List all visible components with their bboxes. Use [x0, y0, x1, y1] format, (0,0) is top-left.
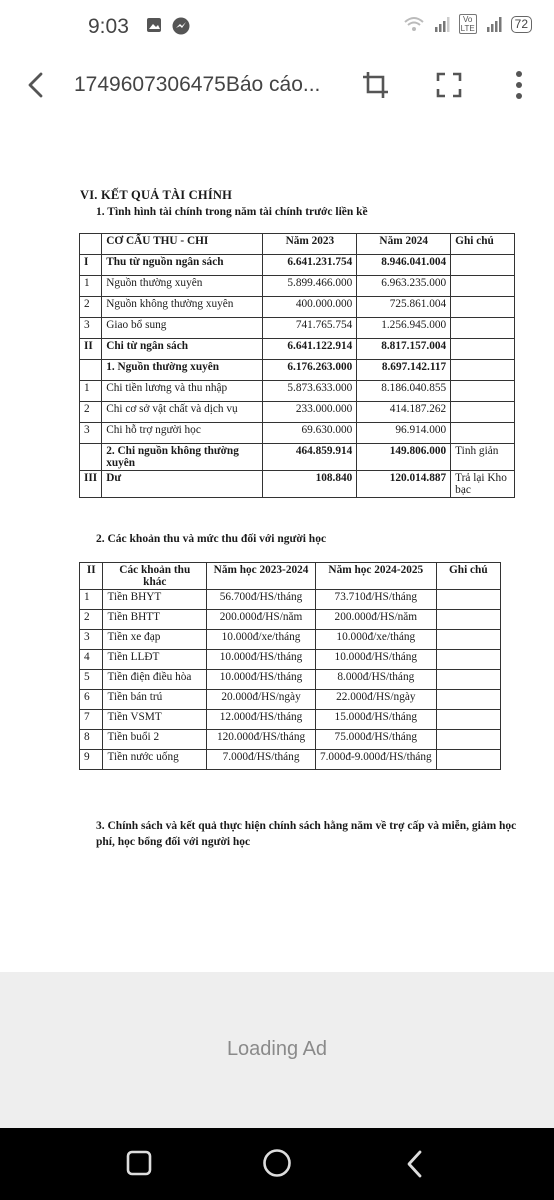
cell: 6: [80, 690, 103, 710]
cell: 69.630.000: [263, 423, 357, 444]
finance-table: [79, 233, 515, 498]
cell: 7.000đ-9.000đ/HS/tháng: [315, 750, 436, 770]
cell: [451, 276, 515, 297]
subsection-3-title: 3. Chính sách và kết quả thực hiện chính sách hằng năm về trợ cấp và miễn, giảm học phí, học bổng đối với người học: [96, 820, 517, 848]
cell: 3: [80, 318, 102, 339]
cell: [451, 255, 515, 276]
cell: [451, 381, 515, 402]
table-row: [80, 750, 501, 770]
cell: 8: [80, 730, 103, 750]
cell: 10.000đ/HS/tháng: [315, 650, 436, 670]
subsection-1-title: 1. Tình hình tài chính trong năm tài chính trước liền kề: [96, 206, 368, 218]
cell: 56.700đ/HS/tháng: [207, 590, 316, 610]
cell: II: [80, 339, 102, 360]
cell: 120.014.887: [357, 471, 451, 498]
cell: 464.859.914: [263, 444, 357, 471]
table-row: [80, 255, 515, 276]
table-row: [80, 650, 501, 670]
cell: 1. Nguồn thường xuyên: [102, 360, 263, 381]
cell: 200.000đ/HS/năm: [315, 610, 436, 630]
gallery-icon: [146, 17, 162, 33]
signal-icon: [433, 15, 451, 33]
cell: 7: [80, 710, 103, 730]
table-row: [80, 276, 515, 297]
recent-apps-icon[interactable]: [126, 1150, 152, 1176]
cell: Tiền BHTT: [103, 610, 207, 630]
col-header: Năm học 2023-2024: [207, 563, 316, 590]
cell: 400.000.000: [263, 297, 357, 318]
cell: 10.000đ/xe/tháng: [315, 630, 436, 650]
cell: Chi cơ sở vật chất và dịch vụ: [102, 402, 263, 423]
cell: 5.873.633.000: [263, 381, 357, 402]
ad-loading-text: Loading Ad: [226, 1038, 328, 1060]
cell: [451, 318, 515, 339]
table-row: [80, 730, 501, 750]
cell: 3: [80, 630, 103, 650]
cell: Thu từ nguồn ngân sách: [102, 255, 263, 276]
cell: 75.000đ/HS/tháng: [315, 730, 436, 750]
cell: [451, 360, 515, 381]
cell: 108.840: [263, 471, 357, 498]
cell: I: [80, 255, 102, 276]
cell: Tiền xe đạp: [103, 630, 207, 650]
fees-table: [79, 562, 501, 770]
cell: 741.765.754: [263, 318, 357, 339]
cell: 10.000đ/HS/tháng: [207, 670, 316, 690]
cell: 15.000đ/HS/tháng: [315, 710, 436, 730]
network-label: Vo LTE: [460, 15, 475, 33]
battery-level: 72: [514, 16, 528, 31]
cell: Tiền nước uống: [103, 750, 207, 770]
cell: [451, 423, 515, 444]
table-row: [80, 402, 515, 423]
cell: Tiền BHYT: [103, 590, 207, 610]
table-header-row: [80, 234, 515, 255]
messenger-icon: [172, 17, 190, 35]
ad-banner[interactable]: [0, 972, 554, 1128]
cell: [436, 730, 500, 750]
cell: Nguồn thường xuyên: [102, 276, 263, 297]
cell: Tiền điện điều hòa: [103, 670, 207, 690]
cell: Chi từ ngân sách: [102, 339, 263, 360]
cell: Tiền VSMT: [103, 710, 207, 730]
signal-icon-2: [485, 15, 503, 33]
more-options-icon[interactable]: [514, 70, 524, 100]
table-row: [80, 423, 515, 444]
table-row: [80, 444, 515, 471]
navigation-bar: [0, 1128, 554, 1200]
col-header: Ghi chú: [436, 563, 500, 590]
table-row: [80, 360, 515, 381]
cell: 22.000đ/HS/ngày: [315, 690, 436, 710]
cell: 8.946.041.004: [357, 255, 451, 276]
cell: 10.000đ/xe/tháng: [207, 630, 316, 650]
cell: 120.000đ/HS/tháng: [207, 730, 316, 750]
table-row: [80, 710, 501, 730]
cell: Tinh giản: [451, 444, 515, 471]
table-header-row: [80, 563, 501, 590]
battery-icon: [511, 16, 532, 33]
cell: Giao bổ sung: [102, 318, 263, 339]
cell: 2: [80, 402, 102, 423]
col-header: Năm 2023: [263, 234, 357, 255]
cell: [80, 360, 102, 381]
table-row: [80, 297, 515, 318]
table-row: [80, 690, 501, 710]
status-right: [403, 14, 532, 34]
cell: 12.000đ/HS/tháng: [207, 710, 316, 730]
table-row: [80, 318, 515, 339]
cell: 200.000đ/HS/năm: [207, 610, 316, 630]
cell: 73.710đ/HS/tháng: [315, 590, 436, 610]
col-header: CƠ CẤU THU - CHI: [102, 234, 263, 255]
app-bar: [0, 58, 554, 114]
section-title: VI. KẾT QUẢ TÀI CHÍNH: [80, 188, 233, 202]
cell: Chi hỗ trợ người học: [102, 423, 263, 444]
cell: [436, 710, 500, 730]
cell: [436, 610, 500, 630]
cell: [436, 590, 500, 610]
cell: Nguồn không thường xuyên: [102, 297, 263, 318]
cell: Dư: [102, 471, 263, 498]
table-row: [80, 670, 501, 690]
cell: 20.000đ/HS/ngày: [207, 690, 316, 710]
cell: Trả lại Kho bạc: [451, 471, 515, 498]
cell: 1: [80, 381, 102, 402]
col-header: Năm học 2024-2025: [315, 563, 436, 590]
col-header: Các khoản thu khác: [103, 563, 207, 590]
cell: 5.899.466.000: [263, 276, 357, 297]
cell: 5: [80, 670, 103, 690]
cell: [436, 670, 500, 690]
cell: [436, 690, 500, 710]
table-row: [80, 630, 501, 650]
cell: 10.000đ/HS/tháng: [207, 650, 316, 670]
cell: [451, 339, 515, 360]
cell: 2. Chi nguồn không thường xuyên: [102, 444, 263, 471]
cell: 6.176.263.000: [263, 360, 357, 381]
cell: 8.817.157.004: [357, 339, 451, 360]
col-header: II: [80, 563, 103, 590]
table-row: [80, 381, 515, 402]
cell: 414.187.262: [357, 402, 451, 423]
cell: 1: [80, 276, 102, 297]
cell: III: [80, 471, 102, 498]
status-time: 9:03: [88, 15, 129, 38]
cell: [436, 750, 500, 770]
cell: 2: [80, 297, 102, 318]
cell: 7.000đ/HS/tháng: [207, 750, 316, 770]
cell: 1: [80, 590, 103, 610]
col-header: [80, 234, 102, 255]
home-icon[interactable]: [262, 1148, 292, 1178]
cell: 233.000.000: [263, 402, 357, 423]
nav-back-icon[interactable]: [404, 1150, 426, 1178]
cell: 4: [80, 650, 103, 670]
fullscreen-icon[interactable]: [436, 72, 462, 98]
cell: Tiền buổi 2: [103, 730, 207, 750]
cell: 2: [80, 610, 103, 630]
cell: [436, 650, 500, 670]
cell: 6.641.231.754: [263, 255, 357, 276]
status-bar: [0, 0, 554, 56]
cell: [451, 402, 515, 423]
crop-icon[interactable]: [362, 70, 390, 100]
wifi-icon: [403, 15, 425, 33]
cell: 149.806.000: [357, 444, 451, 471]
cell: Tiền bán trú: [103, 690, 207, 710]
cell: 6.641.122.914: [263, 339, 357, 360]
cell: Chi tiền lương và thu nhập: [102, 381, 263, 402]
subsection-2-title: 2. Các khoản thu và mức thu đối với người học: [96, 533, 327, 545]
cell: 1.256.945.000: [357, 318, 451, 339]
table-row: [80, 610, 501, 630]
cell: 6.963.235.000: [357, 276, 451, 297]
document-title: 1749607306475Báo cáo...: [74, 73, 321, 96]
cell: 8.186.040.855: [357, 381, 451, 402]
col-header: Ghi chú: [451, 234, 515, 255]
cell: 725.861.004: [357, 297, 451, 318]
cell: [80, 444, 102, 471]
table-row: [80, 590, 501, 610]
cell: 8.000đ/HS/tháng: [315, 670, 436, 690]
cell: 9: [80, 750, 103, 770]
cell: [436, 630, 500, 650]
cell: Tiền LLĐT: [103, 650, 207, 670]
col-header: Năm 2024: [357, 234, 451, 255]
table-row: [80, 471, 515, 498]
cell: [451, 297, 515, 318]
cell: 3: [80, 423, 102, 444]
table-row: [80, 339, 515, 360]
cell: 8.697.142.117: [357, 360, 451, 381]
back-arrow-icon[interactable]: [22, 70, 52, 100]
cell: 96.914.000: [357, 423, 451, 444]
